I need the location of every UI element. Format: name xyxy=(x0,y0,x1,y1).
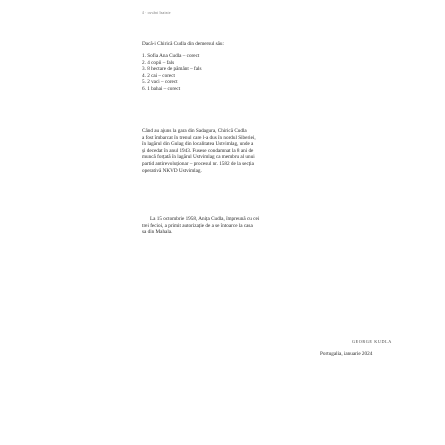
paragraph-line: muncă forțată în lagărul Ustvimlag ca membru al unui xyxy=(142,154,255,161)
paragraph-line: Când au ajuns la gara din Sadagura, Chirică Cudla xyxy=(142,128,247,134)
list-item: 1. Sofia Ana Cudla – corect xyxy=(142,53,200,59)
list-item: 2. 4 copii – fals xyxy=(142,59,175,66)
list-item: 3. 8 hectare de pământ – fals xyxy=(142,66,202,73)
paragraph-deportation xyxy=(142,128,332,174)
intro-heading xyxy=(142,41,332,48)
intro-heading-text: Dacă-i Chirică Cudla din demersul său: xyxy=(142,41,224,47)
paragraph-line: a fost îmbarcat în trenul care l-a dus în nordul Siberiei, xyxy=(142,134,256,141)
paragraph-line: La 15 octombrie 1958, Anița Cudla, împreună cu cei xyxy=(150,216,260,222)
list-item: 4. 2 cai – corect xyxy=(142,72,175,79)
paragraph-line: în lagărul din Gulag din localitatea Ustvimlag, unde a xyxy=(142,141,254,148)
paragraph-line: trei fecioi, a primit autorizație de a se întoarce la casa xyxy=(142,222,253,229)
paragraph-line: și decedat în anul 1943. Fusese condamnat la 8 ani de xyxy=(142,147,254,154)
list-item: 5. 2 vaci – corect xyxy=(142,79,178,86)
list-item: 6. 1 bahai – corect xyxy=(142,85,181,92)
paragraph-line: partid antirevoluționar – procesul nr. 1582 de la secția xyxy=(142,160,254,167)
signature-author: GEORGE KUDLA xyxy=(352,339,392,344)
asset-list xyxy=(142,53,332,93)
signature-place-date: Portugalia, ianuarie 2024 xyxy=(320,351,373,357)
paragraph-return xyxy=(142,216,332,236)
paragraph-line: sa din Mahala. xyxy=(142,229,173,236)
running-head: 4 · cuvânt înainte xyxy=(142,11,171,15)
paragraph-line: operativă NKVD Ustvimlag. xyxy=(142,167,202,174)
